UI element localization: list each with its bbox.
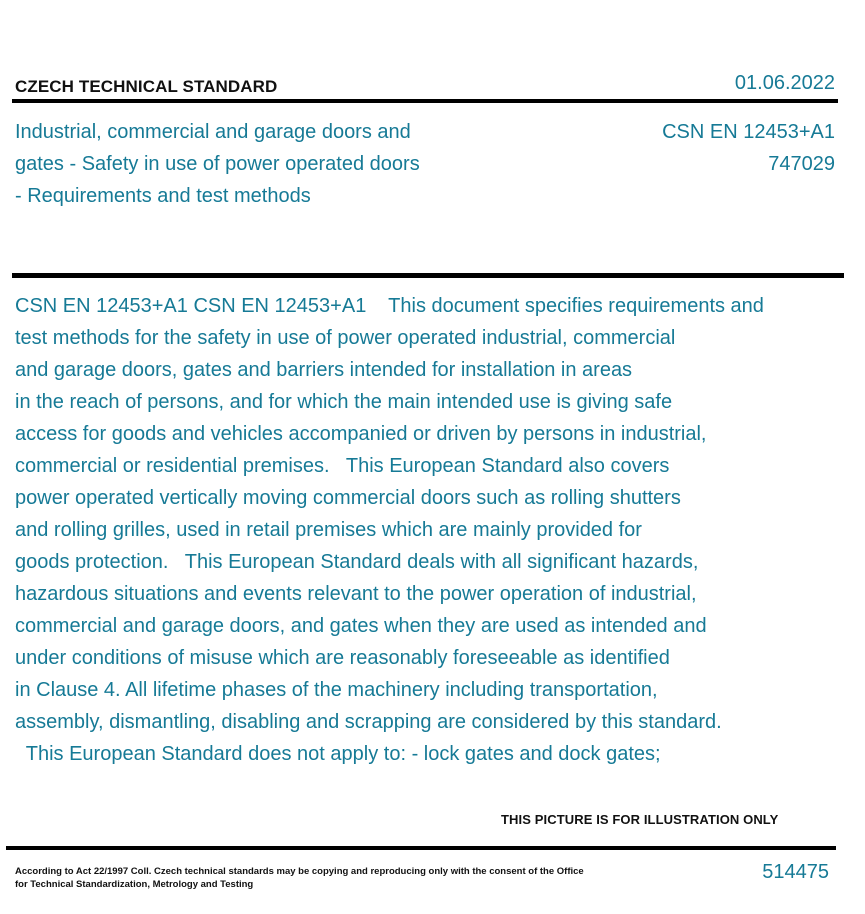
legal-line: According to Act 22/1997 Coll. Czech technical standards may be copying and reproducing only with the consent of the Office: [15, 866, 584, 877]
abstract-line: in the reach of persons, and for which the main intended use is giving safe: [15, 391, 673, 413]
abstract-line: CSN EN 12453+A1 CSN EN 12453+A1 This document specifies requirements and: [15, 295, 764, 317]
footer-id-number: 514475: [762, 861, 829, 883]
abstract-line: in Clause 4. All lifetime phases of the machinery including transportation,: [15, 679, 658, 701]
abstract-line: commercial or residential premises. This European Standard also covers: [15, 455, 670, 477]
standard-code: CSN EN 12453+A1: [662, 121, 835, 143]
abstract-line: access for goods and vehicles accompanied or driven by persons in industrial,: [15, 423, 707, 445]
illustration-disclaimer: THIS PICTURE IS FOR ILLUSTRATION ONLY: [501, 812, 779, 827]
standard-abstract: [15, 290, 845, 770]
abstract-line: This European Standard does not apply to: - lock gates and dock gates;: [15, 743, 661, 765]
abstract-line: and garage doors, gates and barriers intended for installation in areas: [15, 359, 633, 381]
title-line: gates - Safety in use of power operated doors: [15, 153, 420, 175]
abstract-line: hazardous situations and events relevant to the power operation of industrial,: [15, 583, 697, 605]
standard-title: [15, 116, 475, 212]
header-divider: [12, 99, 838, 103]
footer-divider: [6, 846, 836, 850]
legal-line: for Technical Standardization, Metrology and Testing: [15, 879, 254, 890]
title-divider: [12, 273, 844, 278]
catalog-number: 747029: [768, 153, 835, 175]
abstract-line: commercial and garage doors, and gates when they are used as intended and: [15, 615, 707, 637]
standard-identifiers: [662, 116, 835, 180]
abstract-line: under conditions of misuse which are reasonably foreseeable as identified: [15, 647, 670, 669]
abstract-line: assembly, dismantling, disabling and scrapping are considered by this standard.: [15, 711, 722, 733]
abstract-line: test methods for the safety in use of power operated industrial, commercial: [15, 327, 676, 349]
title-line: Industrial, commercial and garage doors and: [15, 121, 411, 143]
abstract-line: and rolling grilles, used in retail premises which are mainly provided for: [15, 519, 642, 541]
abstract-line: goods protection. This European Standard deals with all significant hazards,: [15, 551, 699, 573]
publication-date: 01.06.2022: [734, 72, 835, 94]
legal-notice: [15, 865, 615, 891]
document-type-label: CZECH TECHNICAL STANDARD: [15, 77, 278, 96]
title-line: - Requirements and test methods: [15, 185, 311, 207]
abstract-line: power operated vertically moving commercial doors such as rolling shutters: [15, 487, 681, 509]
